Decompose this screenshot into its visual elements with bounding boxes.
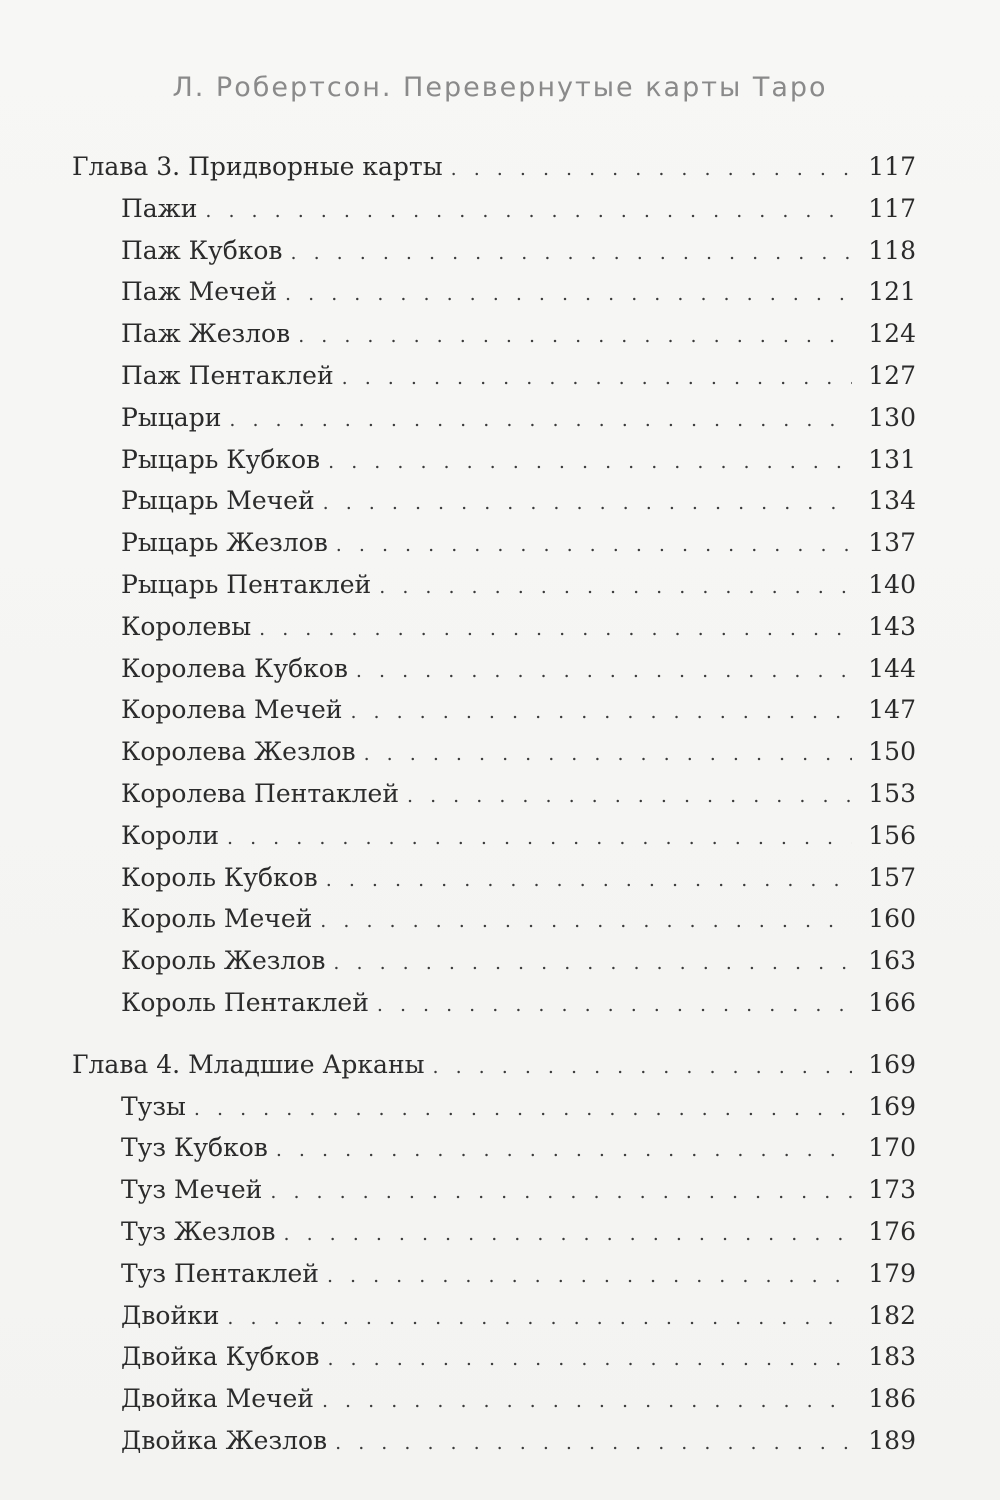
dot-leader [333, 952, 852, 974]
toc-section-chapter-4 [72, 1050, 916, 1468]
toc-entry [72, 1217, 916, 1259]
toc-section-chapter-3 [72, 152, 916, 1030]
toc-entry [72, 528, 916, 570]
dot-leader [433, 1056, 852, 1078]
toc-entry [72, 361, 916, 403]
dot-leader [285, 283, 852, 305]
entry-title: Двойка Кубков [121, 1342, 320, 1372]
dot-leader [336, 534, 852, 556]
dot-leader [342, 367, 852, 389]
entry-title: Король Жезлов [121, 946, 326, 976]
chapter-heading [72, 1050, 916, 1092]
entry-title: Королева Пентаклей [121, 778, 400, 808]
page-number: 170 [868, 1133, 916, 1163]
dot-leader [451, 158, 852, 180]
dot-leader [270, 1181, 852, 1203]
entry-title: Король Пентаклей [121, 987, 369, 1017]
page-number: 140 [868, 569, 916, 599]
page-number: 137 [868, 528, 916, 558]
page-number: 130 [868, 402, 916, 432]
page-number: 156 [868, 820, 916, 850]
page-number: 143 [868, 611, 916, 641]
page-number: 157 [868, 862, 916, 892]
toc-entry [72, 570, 916, 612]
entry-title: Рыцари [121, 402, 222, 432]
toc-entry [72, 1259, 916, 1301]
dot-leader [276, 1139, 852, 1161]
toc-entry [72, 1175, 916, 1217]
running-head: Л. Робертсон. Перевернутые карты Таро [172, 72, 828, 103]
dot-leader [291, 242, 852, 264]
entry-title: Глава 4. Младшие Арканы [72, 1049, 425, 1079]
dot-leader [298, 325, 852, 347]
toc-entry [72, 1301, 916, 1343]
dot-leader [364, 743, 852, 765]
entry-title: Туз Мечей [121, 1175, 263, 1205]
chapter-heading [72, 152, 916, 194]
dot-leader [229, 409, 852, 431]
toc-entry [72, 821, 916, 863]
entry-title: Король Мечей [121, 904, 313, 934]
page-number: 186 [868, 1384, 916, 1414]
page-number: 147 [868, 695, 916, 725]
dot-leader [194, 1098, 852, 1120]
entry-title: Глава 3. Придворные карты [72, 152, 443, 181]
entry-title: Королева Кубков [121, 653, 348, 683]
table-of-contents [72, 152, 916, 1468]
entry-title: Королева Жезлов [121, 737, 356, 767]
toc-entry [72, 737, 916, 779]
entry-title: Паж Кубков [121, 235, 283, 265]
toc-entry [72, 863, 916, 905]
toc-entry [72, 779, 916, 821]
dot-leader [227, 1307, 852, 1329]
entry-title: Двойка Мечей [121, 1384, 314, 1414]
dot-leader [328, 451, 852, 473]
page-number: 150 [868, 737, 916, 767]
dot-leader [356, 660, 852, 682]
dot-leader [407, 785, 852, 807]
page-number: 160 [868, 904, 916, 934]
dot-leader [259, 618, 852, 640]
dot-leader [284, 1223, 853, 1245]
page-number: 144 [868, 653, 916, 683]
toc-entry [72, 319, 916, 361]
dot-leader [322, 1390, 852, 1412]
page-number: 153 [868, 778, 916, 808]
toc-entry [72, 445, 916, 487]
entry-title: Рыцарь Кубков [121, 444, 321, 474]
page-number: 173 [868, 1175, 916, 1205]
page-number: 163 [868, 946, 916, 976]
entry-title: Тузы [121, 1091, 186, 1121]
entry-title: Паж Мечей [121, 277, 278, 307]
toc-entry [72, 612, 916, 654]
entry-title: Туз Пентаклей [121, 1258, 319, 1288]
dot-leader [327, 1348, 852, 1370]
toc-entry [72, 277, 916, 319]
entry-title: Туз Жезлов [121, 1216, 276, 1246]
page-number: 179 [868, 1258, 916, 1288]
toc-entry [72, 904, 916, 946]
toc-entry [72, 1426, 916, 1468]
page-number: 124 [868, 319, 916, 349]
toc-entry [72, 654, 916, 696]
toc-entry [72, 946, 916, 988]
entry-title: Короли [121, 820, 219, 850]
dot-leader [377, 994, 852, 1016]
page-number: 134 [868, 486, 916, 516]
toc-entry [72, 695, 916, 737]
page-number: 182 [868, 1300, 916, 1330]
page-number: 169 [868, 1049, 916, 1079]
page-number: 169 [868, 1091, 916, 1121]
page-number: 183 [868, 1342, 916, 1372]
entry-title: Рыцарь Жезлов [121, 528, 328, 558]
entry-title: Паж Пентаклей [121, 360, 334, 390]
toc-entry [72, 1133, 916, 1175]
toc-entry [72, 1342, 916, 1384]
toc-entry [72, 1092, 916, 1134]
entry-title: Рыцарь Пентаклей [121, 569, 372, 599]
dot-leader [326, 869, 852, 891]
entry-title: Королева Мечей [121, 695, 343, 725]
toc-entry [72, 988, 916, 1030]
toc-entry [72, 194, 916, 236]
page-number: 131 [868, 444, 916, 474]
toc-entry [72, 1384, 916, 1426]
page-number: 121 [868, 277, 916, 307]
entry-title: Король Кубков [121, 862, 318, 892]
dot-leader [205, 200, 852, 222]
entry-title: Пажи [121, 193, 198, 223]
entry-title: Паж Жезлов [121, 319, 291, 349]
dot-leader [227, 827, 852, 849]
page-number: 189 [868, 1425, 916, 1455]
page-number: 127 [868, 360, 916, 390]
dot-leader [320, 910, 852, 932]
dot-leader [327, 1265, 852, 1287]
dot-leader [323, 492, 852, 514]
entry-title: Двойка Жезлов [121, 1425, 328, 1455]
entry-title: Королевы [121, 611, 252, 641]
dot-leader [379, 576, 852, 598]
toc-entry [72, 486, 916, 528]
dot-leader [335, 1432, 852, 1454]
page-number: 117 [868, 193, 916, 223]
page-number: 117 [868, 152, 916, 181]
entry-title: Рыцарь Мечей [121, 486, 315, 516]
page-number: 176 [868, 1216, 916, 1246]
page-number: 118 [868, 235, 916, 265]
toc-entry [72, 403, 916, 445]
dot-leader [350, 701, 852, 723]
entry-title: Туз Кубков [121, 1133, 268, 1163]
entry-title: Двойки [121, 1300, 220, 1330]
page-number: 166 [868, 987, 916, 1017]
toc-entry [72, 236, 916, 278]
